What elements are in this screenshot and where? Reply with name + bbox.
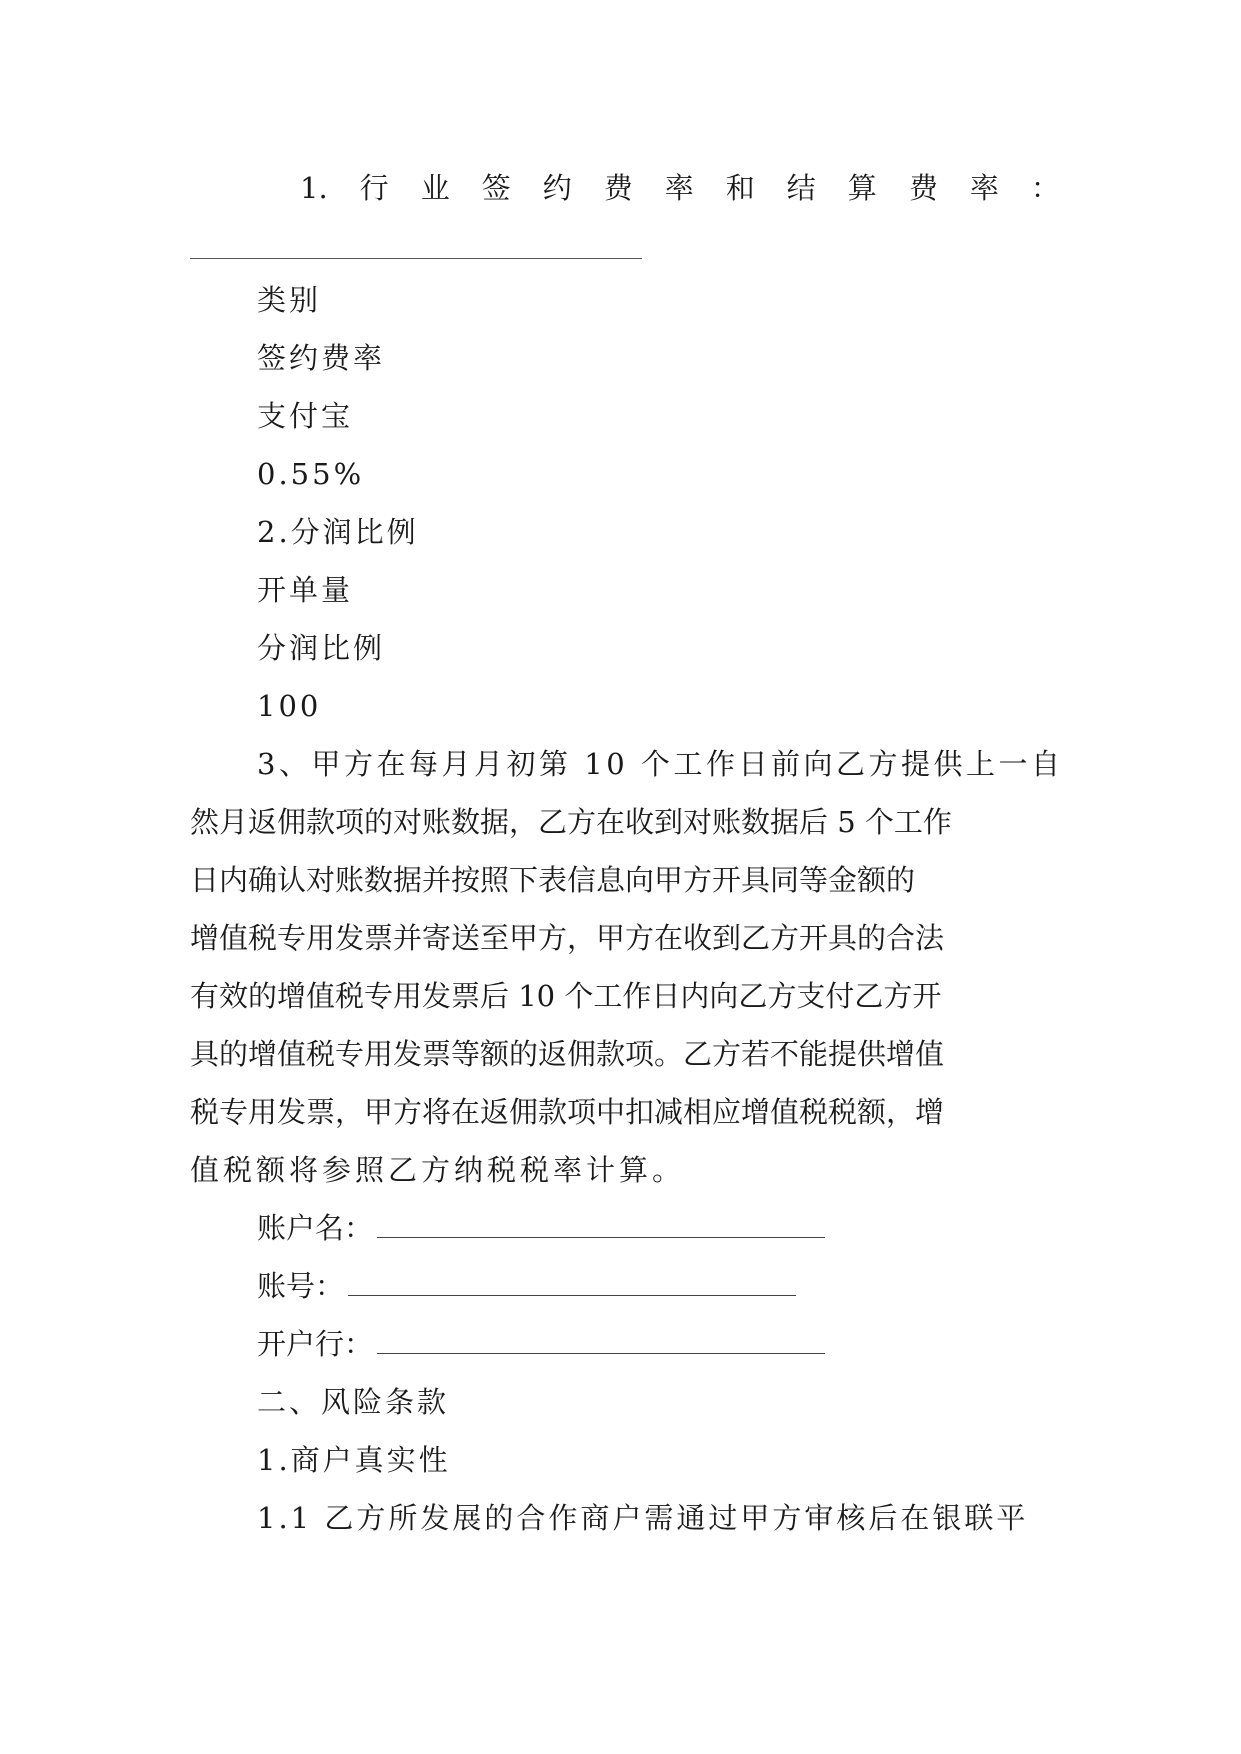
line-profit-share: 2.分润比例 bbox=[257, 515, 419, 549]
para3-line-5: 有效的增值税专用发票后 10 个工作日内向乙方支付乙方开 bbox=[190, 979, 942, 1013]
para3-line-8: 值税额将参照乙方纳税税率计算。 bbox=[190, 1153, 686, 1187]
para3-line-6: 具的增值税专用发票等额的返佣款项。乙方若不能提供增值 bbox=[190, 1037, 945, 1071]
bank-field bbox=[257, 1324, 825, 1364]
line-sign-rate: 签约费率 bbox=[257, 341, 386, 375]
heading-char: 率 bbox=[664, 171, 694, 205]
account-name-label: 账户名： bbox=[257, 1211, 374, 1245]
account-number-label: 账号： bbox=[257, 1269, 345, 1303]
heading-char: 业 bbox=[420, 171, 450, 205]
heading-rate-title bbox=[300, 168, 1060, 208]
line-order-volume: 开单量 bbox=[257, 573, 354, 607]
heading-char: ： bbox=[1030, 171, 1060, 205]
para3-line-4: 增值税专用发票并寄送至甲方，甲方在收到乙方开具的合法 bbox=[190, 921, 945, 955]
heading-char: 行 bbox=[359, 171, 389, 205]
line-category: 类别 bbox=[257, 283, 322, 317]
heading-number: 1. bbox=[300, 171, 328, 205]
line-rate-value: 0.55% bbox=[257, 457, 365, 491]
heading-char: 率 bbox=[969, 171, 999, 205]
section2-item1: 1.商户真实性 bbox=[257, 1443, 451, 1477]
heading-char: 约 bbox=[542, 171, 572, 205]
para3-line-2: 然月返佣款项的对账数据，乙方在收到对账数据后 5 个工作 bbox=[190, 805, 952, 839]
para3-line-3: 日内确认对账数据并按照下表信息向甲方开具同等金额的 bbox=[190, 863, 916, 897]
heading-char: 费 bbox=[908, 171, 938, 205]
heading-char: 结 bbox=[786, 171, 816, 205]
heading-char: 签 bbox=[481, 171, 511, 205]
para3-line-1: 3、甲方在每月月初第 10 个工作日前向乙方提供上一自 bbox=[257, 747, 1064, 781]
bank-label: 开户行： bbox=[257, 1327, 374, 1361]
line-alipay: 支付宝 bbox=[257, 399, 354, 433]
bank-blank[interactable] bbox=[377, 1327, 825, 1354]
heading-char: 和 bbox=[725, 171, 755, 205]
section2-title: 二、风险条款 bbox=[257, 1385, 450, 1419]
account-name-field bbox=[257, 1208, 825, 1248]
para3-line-7: 税专用发票，甲方将在返佣款项中扣减相应增值税税额，增 bbox=[190, 1095, 945, 1129]
line-share-ratio: 分润比例 bbox=[257, 631, 386, 665]
account-number-blank[interactable] bbox=[348, 1269, 796, 1296]
account-number-field bbox=[257, 1266, 796, 1306]
account-name-blank[interactable] bbox=[377, 1211, 825, 1238]
heading-char: 算 bbox=[847, 171, 877, 205]
section2-item1-1: 1.1 乙方所发展的合作商户需通过甲方审核后在银联平 bbox=[257, 1501, 1029, 1535]
heading-underline bbox=[190, 258, 642, 259]
heading-char: 费 bbox=[603, 171, 633, 205]
line-hundred: 100 bbox=[257, 689, 322, 723]
